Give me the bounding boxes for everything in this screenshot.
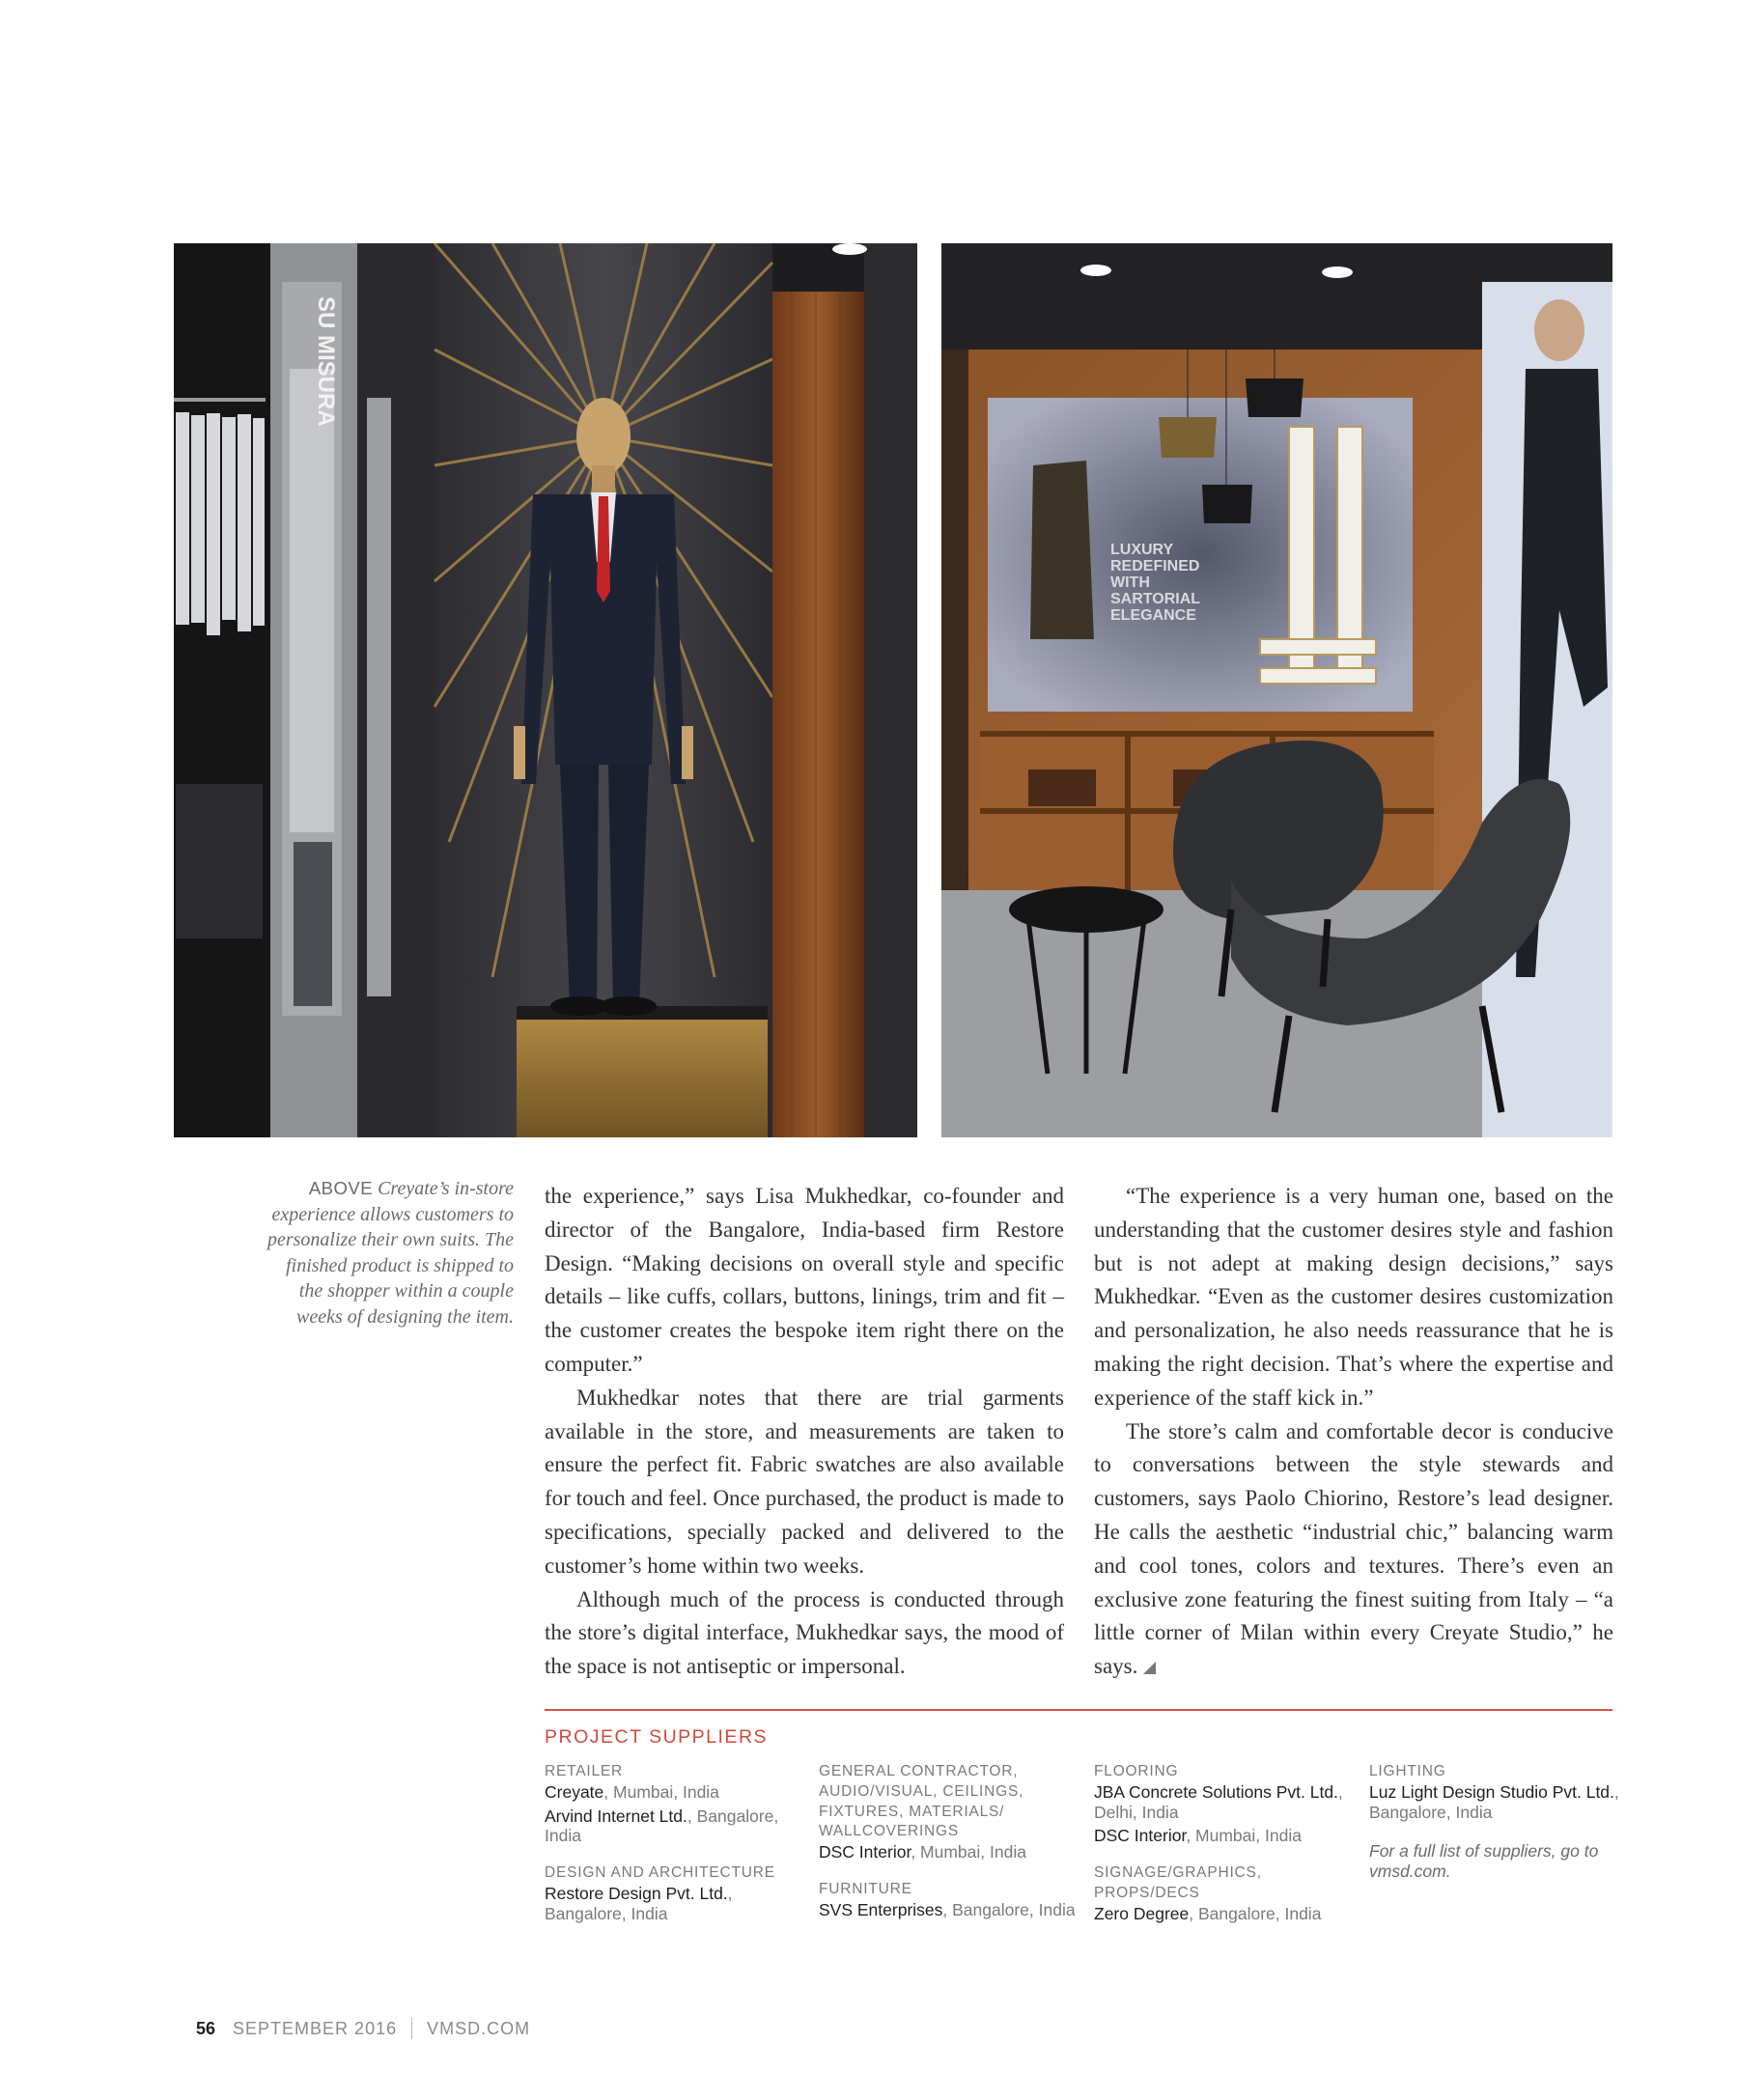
photo-mannequin-niche xyxy=(174,243,917,1137)
su-misura-sign: SU MISURA xyxy=(313,296,339,427)
red-tie xyxy=(597,496,610,602)
caption-text: Creyate’s in-store experience allows customers to personalize their own suits. The finished product is shipped to the shopper within a couple weeks of designing the item. xyxy=(266,1178,514,1328)
end-of-article-icon xyxy=(1143,1662,1156,1674)
supplier-entry: Creyate, Mumbai, India xyxy=(545,1781,719,1802)
supplier-group-flooring xyxy=(1094,1762,1355,1846)
suppliers-column-1 xyxy=(545,1762,805,1942)
suppliers-heading: PROJECT SUPPLIERS xyxy=(545,1726,769,1748)
supplier-entry: Luz Light Design Studio Pvt. Ltd., Bangalore, India xyxy=(1369,1781,1619,1822)
page-footer xyxy=(196,2018,530,2039)
mannequin-photo-graphic xyxy=(174,243,917,1137)
issue-date: SEPTEMBER 2016 xyxy=(233,2019,398,2038)
article-column-1 xyxy=(545,1180,1064,1684)
supplier-entry: DSC Interior, Mumbai, India xyxy=(819,1842,1026,1862)
mannequin-head xyxy=(576,398,631,475)
supplier-category: RETAILER xyxy=(545,1763,624,1779)
svg-text:ELEGANCE: ELEGANCE xyxy=(1110,607,1196,624)
supplier-category: SIGNAGE/GRAPHICS, PROPS/DECS xyxy=(1094,1864,1262,1901)
side-table xyxy=(1009,886,1163,933)
footer-divider xyxy=(411,2018,412,2039)
page-number: 56 xyxy=(196,2019,216,2038)
supplier-entry: Zero Degree, Bangalore, India xyxy=(1094,1903,1322,1923)
article-last-paragraph xyxy=(1094,1415,1613,1684)
photo-caption xyxy=(261,1176,514,1330)
supplier-entry: DSC Interior, Mumbai, India xyxy=(1094,1826,1302,1846)
suppliers-column-4 xyxy=(1369,1762,1630,1882)
supplier-group-signage xyxy=(1094,1863,1355,1923)
article-paragraph: Mukhedkar notes that there are trial garments available in the store, and measurements are taken to ensure the perfect fit. Fabric swatches are also available for touch and feel. Once purchased, the product is made to specifications, specially packed and delivered to the customer’s home within two weeks. xyxy=(545,1385,1064,1578)
supplier-group-retailer xyxy=(545,1762,805,1846)
suppliers-divider xyxy=(545,1709,1612,1711)
photo-lounge xyxy=(941,243,1612,1137)
lounge-photo-graphic xyxy=(941,243,1612,1137)
supplier-category: GENERAL CONTRACTOR, AUDIO/VISUAL, CEILINGS, FIXTURES, MATERIALS/ WALLCOVERINGS xyxy=(819,1763,1024,1840)
supplier-category: LIGHTING xyxy=(1369,1763,1446,1779)
article-paragraph: Although much of the process is conducted through the store’s digital interface, Mukhedkar says, the mood of the space is not antiseptic or impersonal. xyxy=(545,1586,1064,1679)
supplier-entry: JBA Concrete Solutions Pvt. Ltd., Delhi, India xyxy=(1094,1781,1343,1822)
supplier-category: DESIGN AND ARCHITECTURE xyxy=(545,1864,775,1882)
supplier-entry: SVS Enterprises, Bangalore, India xyxy=(819,1899,1076,1919)
suppliers-column-2 xyxy=(819,1762,1079,1938)
supplier-category: FURNITURE xyxy=(819,1880,912,1897)
supplier-group-furniture xyxy=(819,1880,1079,1920)
article-paragraph: the experience,” says Lisa Mukhedkar, co-founder and director of the Bangalore, India-based firm Restore Design. “Making decisions on overall style and specific details – like cuffs, collars, buttons, linings, trim and fit – the customer creates the bespoke item right there on the computer.” xyxy=(545,1184,1064,1376)
site-url: VMSD.COM xyxy=(427,2019,531,2038)
supplier-group-general-contractor xyxy=(819,1762,1079,1862)
svg-text:WITH: WITH xyxy=(1110,574,1150,591)
caption-label: ABOVE xyxy=(308,1178,374,1198)
supplier-category: FLOORING xyxy=(1094,1763,1179,1779)
svg-text:REDEFINED: REDEFINED xyxy=(1110,558,1200,574)
suppliers-note: For a full list of suppliers, go to vmsd.com. xyxy=(1369,1841,1599,1882)
article-column-2 xyxy=(1094,1180,1613,1684)
supplier-entry: Arvind Internet Ltd., Bangalore, India xyxy=(545,1806,779,1846)
svg-text:LUXURY: LUXURY xyxy=(1110,542,1174,558)
svg-text:SARTORIAL: SARTORIAL xyxy=(1110,591,1201,607)
article-paragraph-text: The store’s calm and comfortable decor is conducive to conversations between the style stewards and customers, says Paolo Chiorino, Restore’s lead designer. He calls the aesthetic “industrial chic,” balancing warm and cool tones, colors and textures. There’s even an exclusive zone featuring the finest suiting from Italy – “a little corner of Milan within every Creyate Studio,” he says. xyxy=(1094,1418,1613,1679)
supplier-group-lighting xyxy=(1369,1762,1630,1822)
supplier-entry: Restore Design Pvt. Ltd., Bangalore, India xyxy=(545,1883,733,1923)
article-paragraph: “The experience is a very human one, based on the understanding that the customer desires style and fashion but is not adept at making design decisions,” says Mukhedkar. “Even as the customer desires customization and personalization, he also needs reassurance that he is making the right decision. That’s where the expertise and experience of the staff kick in.” xyxy=(1094,1184,1613,1410)
suppliers-column-3 xyxy=(1094,1762,1355,1942)
supplier-group-design xyxy=(545,1863,805,1923)
